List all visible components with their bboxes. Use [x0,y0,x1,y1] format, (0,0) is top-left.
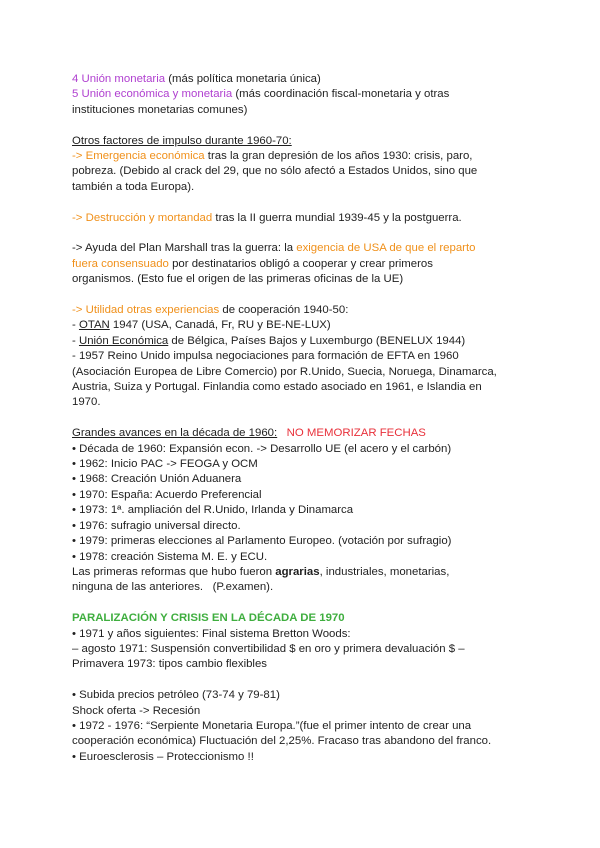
avances-item: • 1979: primeras elecciones al Parlamento Europeo. (votación por sufragio) [72,535,452,548]
otros-p3-line-2 [72,257,532,272]
benelux-line [72,334,532,349]
agrarias-bold: agrarias [275,565,320,578]
utilidad-text: de cooperación 1940-50: [219,304,349,317]
otan-line [72,318,532,333]
destruccion-text: tras la II guerra mundial 1939-45 y la postguerra. [212,211,462,224]
utilidad-label: -> Utilidad otras experiencias [72,304,220,317]
consensuado-text: por destinatarios obligó a cooperar y crear primeros [168,257,433,270]
avances-heading: Grandes avances en la década de 1960: [72,427,278,440]
union-monetaria-desc: (más política monetaria única) [165,73,321,85]
crisis-line: – agosto 1971: Suspensión convertibilidad $ en oro y primera devaluación $ – [72,642,465,655]
otros-p1-line-3: también a toda Europa). [72,180,195,193]
union-economica: 5 Unión económica y monetaria [72,88,233,101]
reformas-line-1 [72,565,532,580]
union-line-2 [72,87,532,102]
crisis-heading: PARALIZACIÓN Y CRISIS EN LA DÉCADA DE 1970 [72,612,345,625]
crisis-line: Primavera 1973: tipos cambio flexibles [72,658,267,671]
union-line-1 [72,72,532,87]
otros-p2 [72,211,532,226]
avances-item: • Década de 1960: Expansión econ. -> Desarrollo UE (el acero y el carbón) [72,442,452,455]
avances-item: • 1973: 1ª. ampliación del R.Unido, Irlanda y Dinamarca [72,504,354,517]
emergencia-text: tras la gran depresión de los años 1930: crisis, paro, [204,150,473,163]
emergencia-label: -> Emergencia económica [72,150,205,163]
avances-item: • 1962: Inicio PAC -> FEOGA y OCM [72,458,258,471]
crisis-line: cooperación económica) Fluctuación del 2,25%. Fracaso tras abandono del franco. [72,735,492,748]
otros-heading: Otros factores de impulso durante 1960-70: [72,134,292,147]
document-body [72,72,532,765]
otros-p1-line-1 [72,149,532,164]
benelux-text: de Bélgica, Países Bajos y Luxemburgo (BENELUX 1944) [168,334,466,347]
benelux-dash: - [72,334,79,347]
crisis-line: • Euroesclerosis – Proteccionismo !! [72,750,254,763]
marshall-text: -> Ayuda del Plan Marshall tras la guerra: la [72,242,297,255]
efta-line-4: 1970. [72,396,101,409]
no-memorizar-note: NO MEMORIZAR FECHAS [277,427,426,440]
union-economica-term: Unión Económica [78,334,169,347]
otan-text: 1947 (USA, Canadá, Fr, RU y BE-NE-LUX) [109,319,331,332]
crisis-line: • 1971 y años siguientes: Final sistema Bretton Woods: [72,627,351,640]
union-line-3: instituciones monetarias comunes) [72,103,248,116]
avances-item: • 1970: España: Acuerdo Preferencial [72,488,262,501]
consensuado: fuera consensuado [72,257,169,270]
reformas-rest: , industriales, monetarias, [319,565,450,578]
crisis-line: Shock oferta -> Recesión [72,704,201,717]
efta-line-3: Austria, Suiza y Portugal. Finlandia como estado asociado en 1961, e Islandia en [72,381,482,394]
avances-item: • 1976: sufragio universal directo. [72,519,241,532]
union-monetaria: 4 Unión monetaria [72,73,166,85]
otan-term: OTAN [78,319,110,332]
efta-line-2: (Asociación Europea de Libre Comercio) por R.Unido, Suecia, Noruega, Dinamarca, [72,365,497,378]
reformas-text: Las primeras reformas que hubo fueron [72,565,276,578]
crisis-line: • 1972 - 1976: “Serpiente Monetaria Europa.”(fue el primer intento de crear una [72,719,472,732]
crisis-line: • Subida precios petróleo (73-74 y 79-81) [72,689,280,702]
reformas-line-2: ninguna de las anteriores. (P.examen). [72,581,274,594]
efta-line-1: - 1957 Reino Unido impulsa negociaciones para formación de EFTA en 1960 [72,350,459,363]
union-economica-desc: (más coordinación fiscal-monetaria y otras [232,88,450,101]
otros-p1-line-2: pobreza. (Debido al crack del 29, que no sólo afectó a Estados Unidos, sino que [72,165,478,178]
otros-p4 [72,303,532,318]
otros-p3-line-3: organismos. (Esto fue el origen de las primeras oficinas de la UE) [72,273,404,286]
avances-heading-line [72,426,532,441]
avances-item: • 1978: creación Sistema M. E. y ECU. [72,550,268,563]
exigencia-usa: exigencia de USA de que el reparto [296,242,476,255]
destruccion-label: -> Destrucción y mortandad [72,211,213,224]
otan-dash: - [72,319,79,332]
avances-item: • 1968: Creación Unión Aduanera [72,473,242,486]
otros-p3-line-1 [72,241,532,256]
